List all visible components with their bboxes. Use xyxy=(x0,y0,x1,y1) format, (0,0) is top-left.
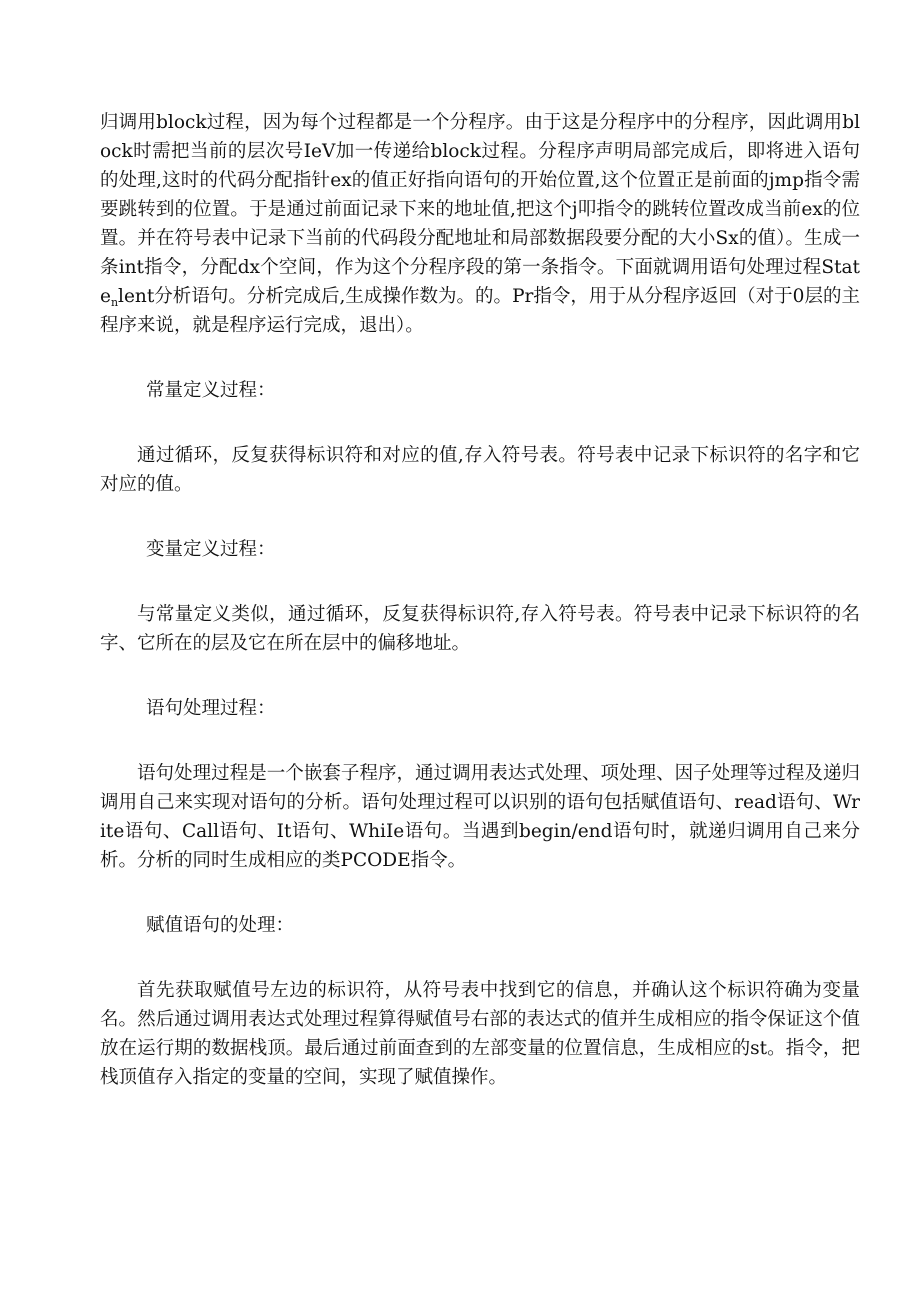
heading-constant-definition: 常量定义过程： xyxy=(146,380,276,401)
heading-variable-definition: 变量定义过程： xyxy=(146,539,276,560)
heading-statement-processing: 语句处理过程： xyxy=(146,698,276,719)
paragraph-statement-processing: 语句处理过程是一个嵌套子程序，通过调用表达式处理、项处理、因子处理等过程及递归调用自己来实现对语句的分析。语句处理过程可以识别的语句包括赋值语句、read语句、Write语句、Call语句、It语句、WhiIe语句。当遇到begin/end语句时，就递归调用自己来分析。分析的同时生成相应的类PCODE指令。 xyxy=(100,763,860,871)
paragraph-block-process-text: 归调用block过程，因为每个过程都是一个分程序。由于这是分程序中的分程序，因此调用block时需把当前的层次号IeV加一传递给block过程。分程序声明局部完成后，即将进入语句的处理,这时的代码分配指针ex的值正好指向语句的开始位置,这个位置正是前面的jmp指令需要跳转到的位置。于是通过前面记录下来的地址值,把这个j叩指令的跳转位置改成当前ex的位置。并在符号表中记录下当前的代码段分配地址和局部数据段要分配的大小Sx的值）。生成一条int指令，分配dx个空间，作为这个分程序段的第一条指令。下面就调用语句处理过程State xyxy=(100,112,860,307)
paragraph-block-process-text-end: lent分析语句。分析完成后,生成操作数为。的。Pr指令，用于从分程序返回（对于0层的主程序来说，就是程序运行完成，退出）。 xyxy=(100,286,860,336)
subscript-n: n xyxy=(110,296,119,309)
paragraph-assignment-processing: 首先获取赋值号左边的标识符，从符号表中找到它的信息，并确认这个标识符确为变量名。然后通过调用表达式处理过程算得赋值号右部的表达式的值并生成相应的指令保证这个值放在运行期的数据栈顶。最后通过前面查到的左部变量的位置信息，生成相应的st。指令，把栈顶值存入指定的变量的空间，实现了赋值操作。 xyxy=(100,980,860,1088)
heading-assignment-processing: 赋值语句的处理： xyxy=(146,915,295,936)
paragraph-variable-definition: 与常量定义类似，通过循环，反复获得标识符,存入符号表。符号表中记录下标识符的名字、它所在的层及它在所在层中的偏移地址。 xyxy=(100,604,860,654)
document-body xyxy=(100,108,860,1128)
paragraph-block-process xyxy=(100,108,860,340)
paragraph-constant-definition: 通过循环，反复获得标识符和对应的值,存入符号表。符号表中记录下标识符的名字和它对应的值。 xyxy=(100,445,860,495)
